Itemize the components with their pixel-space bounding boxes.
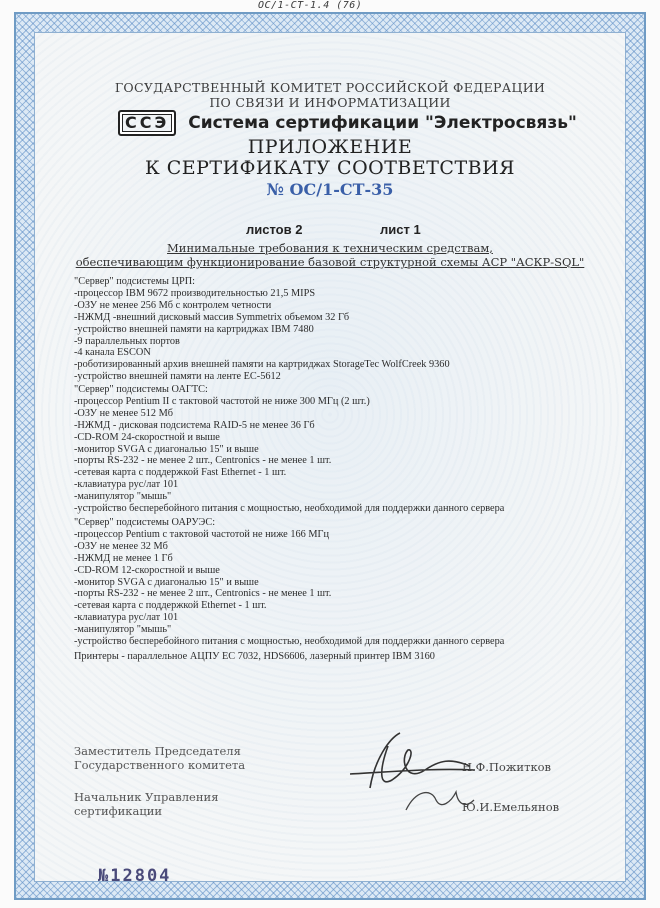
list-item: -НЖМД -внешний дисковый массив Symmetrix объемом 32 Гб xyxy=(74,311,350,323)
document-title-line-1: ПРИЛОЖЕНИЕ xyxy=(247,136,413,158)
list-item: -устройство бесперебойного питания с мощностью, необходимой для поддержки данного сервера xyxy=(74,503,505,515)
signatory-1-title xyxy=(74,744,245,772)
requirements-title-line-1: Минимальные требования к техническим средствам, xyxy=(167,241,493,255)
list-item: -порты RS-232 - не менее 2 шт., Centronics - не менее 1 шт. xyxy=(74,455,332,467)
section-heading: "Сервер" подсистемы ЦРП: xyxy=(74,276,196,287)
list-item: -процессор Pentium II с тактовой частотой не ниже 300 МГц (2 шт.) xyxy=(74,395,370,407)
list-item: -CD-ROM 24-скоростной и выше xyxy=(74,431,220,443)
signatory-1-name: Н.Ф.Пожитков xyxy=(462,760,552,774)
section-crp xyxy=(74,276,594,383)
document-title-line-2: К СЕРТИФИКАТУ СООТВЕТСТВИЯ xyxy=(144,157,515,179)
list-item: -клавиатура рус/лат 101 xyxy=(74,479,179,491)
list-item: -ОЗУ не менее 256 Мб с контролем четности xyxy=(74,299,272,311)
committee-line-2: ПО СВЯЗИ И ИНФОРМАТИЗАЦИИ xyxy=(209,95,451,110)
requirements-title-line-2: обеспечивающим функционирование базовой структурной схемы АСР "АСКР-SQL" xyxy=(75,255,585,269)
list-item: -порты RS-232 - не менее 2 шт., Centronics - не менее 1 шт. xyxy=(74,588,332,600)
list-item: -устройство внешней памяти на картриджах IBM 7480 xyxy=(74,323,314,335)
signatory-2-title xyxy=(74,790,218,818)
list-item: -CD-ROM 12-скоростной и выше xyxy=(74,564,220,576)
list-item: -монитор SVGA с диагональю 15" и выше xyxy=(74,443,259,455)
list-item: -4 канала ESCON xyxy=(74,347,151,359)
list-item: -НЖМД - дисковая подсистема RAID-5 не менее 36 Гб xyxy=(74,419,315,431)
sse-logo: ССЭ xyxy=(118,110,176,136)
committee-line-1: ГОСУДАРСТВЕННЫЙ КОМИТЕТ РОССИЙСКОЙ ФЕДЕРАЦИИ xyxy=(114,80,546,95)
section-oagts xyxy=(74,384,594,515)
section-oarues xyxy=(74,517,594,648)
printers-line: Принтеры - параллельное АЦПУ ЕС 7032, HDS6606, лазерный принтер IBM 3160 xyxy=(74,651,435,662)
list-item: -процессор IBM 9672 производительностью 21,5 MIPS xyxy=(74,287,316,299)
list-item: -манипулятор "мышь" xyxy=(74,624,172,636)
list-item: -устройство внешней памяти на ленте ЕС-5612 xyxy=(74,371,281,383)
list-item: -процессор Pentium с тактовой частотой не ниже 166 МГц xyxy=(74,528,329,540)
signatory-title-line: Заместитель Председателя xyxy=(74,744,241,758)
certification-system-header xyxy=(118,108,577,138)
list-item: -роботизированный архив внешней памяти на картриджах StorageTec WolfCreek 9360 xyxy=(74,359,450,371)
list-item: -ОЗУ не менее 512 Мб xyxy=(74,407,174,419)
list-item: -манипулятор "мышь" xyxy=(74,491,172,503)
sheets-total: листов 2 xyxy=(246,222,303,237)
signatory-2-name: Ю.И.Емельянов xyxy=(462,800,560,814)
handwritten-corner-note: ОС/1-СТ-1.4 (76) xyxy=(258,0,363,11)
list-item: -ОЗУ не менее 32 Мб xyxy=(74,540,168,552)
signatory-title-line: Начальник Управления xyxy=(74,790,219,804)
list-item: -клавиатура рус/лат 101 xyxy=(74,612,179,624)
signatory-title-line: сертификации xyxy=(74,804,163,818)
list-item: -НЖМД не менее 1 Гб xyxy=(74,552,173,564)
certificate-number: № ОС/1-СТ-35 xyxy=(266,180,394,199)
list-item: -устройство бесперебойного питания с мощностью, необходимой для поддержки данного сервера xyxy=(74,636,505,648)
sheet-current: лист 1 xyxy=(380,222,421,237)
list-item: -сетевая карта с поддержкой Fast Ethernet - 1 шт. xyxy=(74,467,287,479)
list-item: -сетевая карта с поддержкой Ethernet - 1 шт. xyxy=(74,600,267,612)
signatory-title-line: Государственного комитета xyxy=(74,758,246,772)
list-item: -монитор SVGA с диагональю 15" и выше xyxy=(74,576,259,588)
section-heading: "Сервер" подсистемы ОАГТС: xyxy=(74,384,208,395)
system-title: Система сертификации "Электросвязь" xyxy=(188,113,577,133)
serial-number: №12804 xyxy=(98,866,172,886)
section-heading: "Сервер" подсистемы ОАРУЭС: xyxy=(74,517,216,528)
list-item: -9 параллельных портов xyxy=(74,335,180,347)
